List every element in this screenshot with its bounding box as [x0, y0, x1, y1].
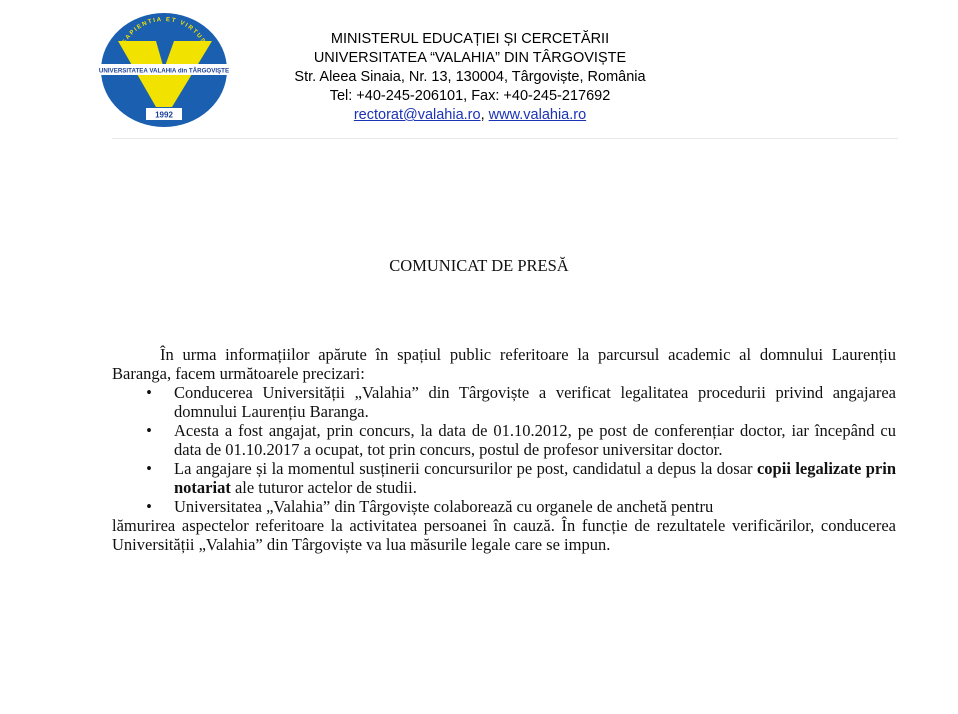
list-item-text: Conducerea Universității „Valahia” din Târgoviște a verificat legalitatea procedurii privind angajarea domnului Laurențiu Baranga. — [174, 383, 896, 421]
list-item-text: Universitatea „Valahia” din Târgoviște colaborează cu organele de anchetă pentru — [174, 497, 714, 516]
list-item-text: ale tuturor actelor de studii. — [230, 478, 417, 497]
document-body — [112, 345, 896, 554]
address-line: Str. Aleea Sinaia, Nr. 13, 130004, Târgoviște, România — [294, 69, 646, 85]
university-name: UNIVERSITATEA “VALAHIA” DIN TÂRGOVIȘTE — [313, 50, 627, 66]
list-item-text: La angajare și la momentul susținerii concursurilor pe post, candidatul a depus la dosar — [174, 459, 757, 478]
bullet-marker: • — [146, 383, 152, 402]
website-link[interactable]: www.valahia.ro — [488, 107, 587, 123]
university-logo-icon — [98, 11, 230, 129]
header-divider — [112, 138, 898, 139]
list-item — [112, 497, 896, 516]
logo-year-text: 1992 — [155, 110, 173, 120]
letterhead — [250, 30, 690, 125]
list-item-text: Acesta a fost angajat, prin concurs, la data de 01.10.2012, pe post de conferențiar doctor, iar începând cu data de 01.10.2017 a ocupat, tot prin concurs, postul de profesor universitar doctor. — [174, 421, 896, 459]
bullet-list — [112, 383, 896, 516]
document-title: COMUNICAT DE PRESĂ — [389, 256, 569, 275]
bullet-marker: • — [146, 421, 152, 440]
intro-paragraph: În urma informațiilor apărute în spațiul public referitoare la parcursul academic al domnului Laurențiu Baranga, facem următoarele precizari: — [112, 345, 896, 383]
list-item — [112, 383, 896, 421]
list-item — [112, 459, 896, 497]
logo-motto-text: SAPIENTIA ET VIRTUS — [121, 16, 207, 46]
link-separator: , — [480, 107, 489, 123]
list-item — [112, 421, 896, 459]
university-logo — [98, 11, 230, 129]
phone-line: Tel: +40-245-206101, Fax: +40-245-217692 — [329, 88, 611, 104]
bullet-marker: • — [146, 497, 152, 516]
closing-paragraph: lămurirea aspectelor referitoare la activitatea persoanei în cauză. În funcție de rezultatele verificărilor, conducerea Universității „Valahia” din Târgoviște va lua măsurile legale care se impun. — [112, 516, 896, 554]
bullet-marker: • — [146, 459, 152, 478]
list-item-bold-text: copii legalizate prin notariat — [174, 459, 896, 497]
logo-name-text: UNIVERSITATEA VALAHIA din TÂRGOVIŞTE — [98, 67, 230, 75]
ministry-name: MINISTERUL EDUCAȚIEI ȘI CERCETĂRII — [330, 31, 610, 47]
contact-links — [250, 106, 690, 125]
email-link[interactable]: rectorat@valahia.ro — [353, 107, 481, 123]
